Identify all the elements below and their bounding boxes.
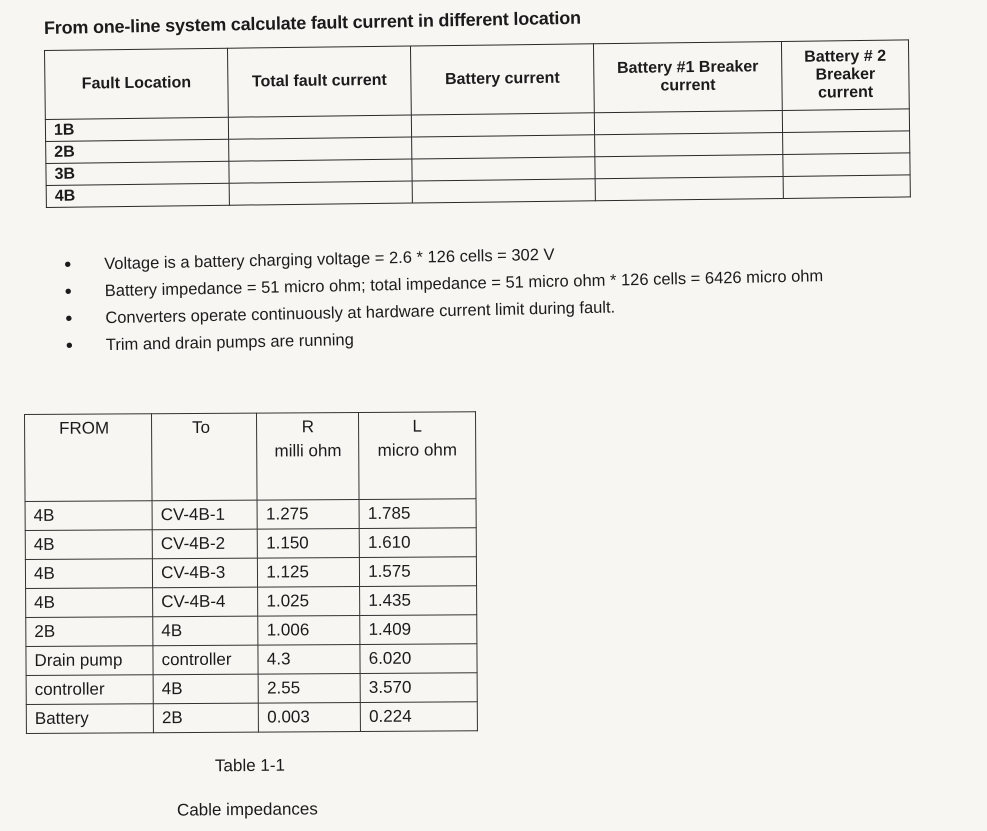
cell-fault-location: 2B: [46, 139, 229, 163]
bullet-icon: •: [64, 280, 73, 303]
cell-total-fault-current: [229, 137, 412, 161]
fault-table-header-row: [45, 40, 910, 120]
cell-to: CV-4B-4: [153, 587, 258, 617]
cell-battery-1-breaker-current: [595, 154, 783, 178]
header-l-unit: micro ohm: [377, 440, 458, 460]
cell-battery-2-breaker-current: [783, 153, 910, 177]
cell-battery-2-breaker-current: [783, 131, 910, 155]
cell-from: 4B: [26, 588, 153, 618]
cell-battery-current: [412, 157, 595, 181]
cell-battery-1-breaker-current: [595, 176, 783, 200]
header-inductance: [359, 412, 476, 500]
cell-inductance: 1.610: [359, 528, 476, 558]
cell-from: Drain pump: [26, 646, 153, 676]
cable-table-row: [25, 528, 476, 560]
cell-total-fault-current: [229, 159, 412, 183]
cell-to: 4B: [153, 674, 258, 704]
header-battery-1-breaker-current: Battery #1 Breaker current: [593, 41, 782, 112]
cable-table-row: [26, 702, 477, 734]
header-r-unit: milli ohm: [274, 441, 342, 461]
header-battery-current: Battery current: [410, 44, 594, 115]
cable-table-header-row: [25, 412, 477, 502]
cell-battery-1-breaker-current: [595, 132, 783, 156]
header-r-symbol: R: [301, 417, 315, 437]
cell-battery-current: [412, 179, 595, 203]
note-text: Battery impedance = 51 micro ohm; total impedance = 51 micro ohm * 126 cells = 6426 micro ohm: [104, 267, 824, 301]
cell-to: 4B: [153, 616, 258, 646]
header-resistance: [257, 412, 359, 500]
cell-battery-2-breaker-current: [783, 175, 910, 199]
cell-resistance: 1.025: [258, 586, 360, 616]
cell-fault-location: 1B: [45, 117, 228, 141]
cell-resistance: 2.55: [258, 673, 360, 703]
cell-fault-location: 4B: [46, 183, 229, 207]
header-to: To: [152, 413, 258, 501]
bullet-icon: •: [65, 334, 74, 357]
header-fault-location: Fault Location: [45, 48, 229, 119]
cell-inductance: 1.409: [360, 615, 477, 645]
cell-from: 2B: [26, 617, 153, 647]
note-text: Voltage is a battery charging voltage = 2.6 * 126 cells = 302 V: [104, 245, 555, 274]
header-battery-2-breaker-current: Battery # 2 Breaker current: [781, 40, 909, 111]
table-subcaption: Cable impedances: [176, 799, 318, 820]
note-text: Converters operate continuously at hardware current limit during fault.: [105, 298, 616, 328]
cell-inductance: 1.575: [360, 557, 477, 587]
cell-to: CV-4B-1: [152, 500, 257, 530]
cell-total-fault-current: [229, 181, 412, 205]
cell-battery-current: [412, 135, 595, 159]
note-text: Trim and drain pumps are running: [105, 330, 354, 355]
cable-table-row: [26, 615, 477, 647]
page-heading: From one-line system calculate fault current in different location: [43, 7, 582, 38]
cell-to: 2B: [153, 703, 258, 733]
bullet-icon: •: [65, 307, 73, 330]
cell-fault-location: 3B: [46, 161, 229, 185]
cell-resistance: 1.150: [258, 528, 360, 558]
cell-resistance: 1.275: [257, 499, 359, 529]
cell-from: 4B: [25, 530, 152, 560]
cell-from: controller: [26, 675, 153, 705]
cable-table-row: [25, 557, 476, 589]
header-from: FROM: [25, 414, 153, 502]
cell-resistance: 4.3: [258, 644, 360, 674]
cell-from: 4B: [25, 501, 152, 531]
notes-list: [64, 236, 926, 362]
cable-table-row: [26, 644, 477, 676]
cell-to: controller: [153, 645, 258, 675]
cell-inductance: 3.570: [360, 673, 477, 703]
cell-inductance: 6.020: [360, 644, 477, 674]
cable-impedance-table: [24, 411, 478, 734]
cell-to: CV-4B-3: [152, 558, 257, 588]
cell-battery-1-breaker-current: [594, 110, 782, 134]
cable-table-row: [26, 586, 477, 618]
cell-total-fault-current: [228, 115, 411, 139]
header-l-symbol: L: [412, 416, 422, 436]
cable-table-row: [26, 673, 477, 705]
bullet-icon: •: [64, 253, 72, 276]
header-total-fault-current: Total fault current: [227, 46, 411, 117]
cell-to: CV-4B-2: [152, 529, 257, 559]
cell-from: 4B: [25, 559, 152, 589]
cell-battery-2-breaker-current: [782, 109, 909, 133]
cell-battery-current: [411, 113, 594, 137]
cell-inductance: 1.435: [360, 586, 477, 616]
cell-inductance: 1.785: [359, 499, 476, 529]
fault-current-table: [44, 39, 911, 208]
cell-resistance: 1.006: [258, 615, 360, 645]
cell-inductance: 0.224: [360, 702, 477, 732]
cell-from: Battery: [26, 704, 153, 734]
cell-resistance: 0.003: [259, 702, 361, 732]
cable-table-row: [25, 499, 476, 531]
table-caption: Table 1-1: [214, 755, 286, 776]
cell-resistance: 1.125: [258, 557, 360, 587]
